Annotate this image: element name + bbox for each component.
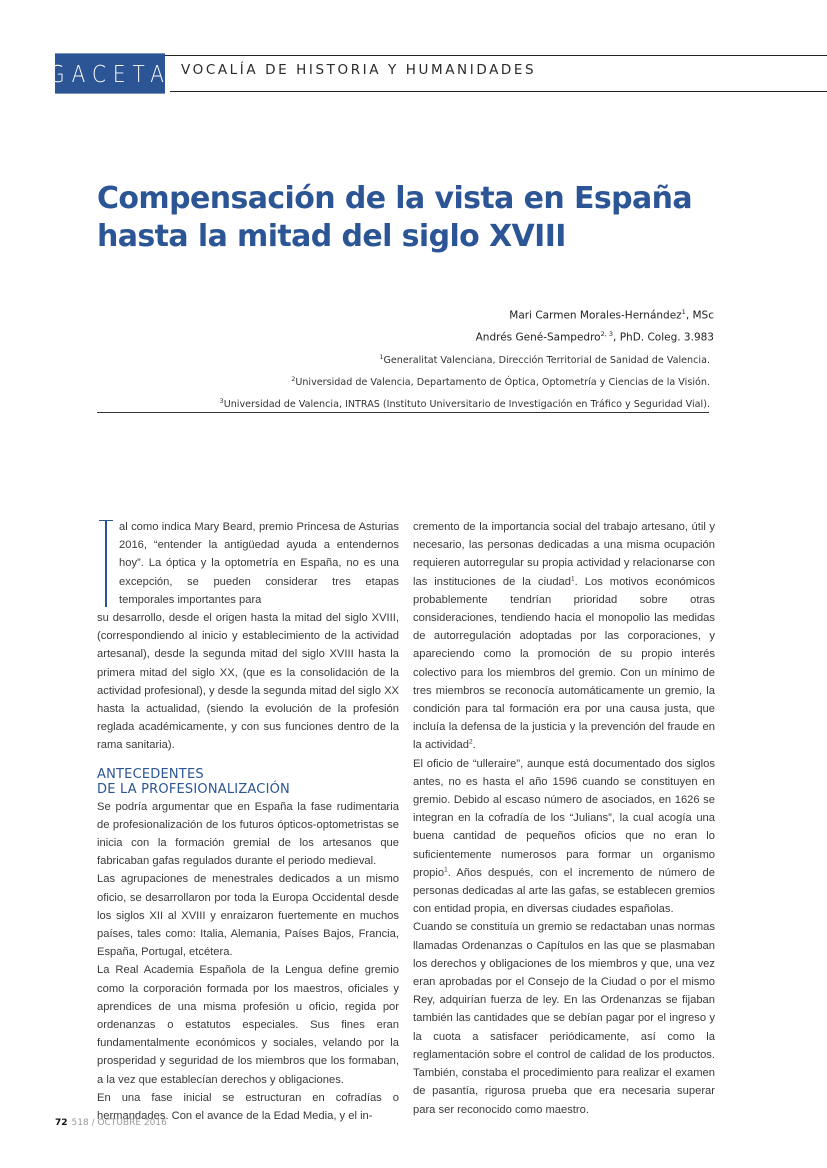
paragraph: Se podría argumentar que en España la fase rudimentaria de profesionalización de los futuros ópticos-optometristas se inicia con la formación gremial de los artesanos que fabricaban gafas regulados durante el periodo medieval. [97,800,399,868]
author-credentials: , MSc [685,309,714,322]
affiliation-text: Universidad de Valencia, Departamento de Óptica, Optometría y Ciencias de la Visión. [295,377,710,389]
affiliation-text: Universidad de Valencia, INTRAS (Instituto Universitario de Investigación en Tráfico y Seguridad Vial). [223,399,710,411]
issue-info: 518 / OCTUBRE 2016 [71,1118,167,1128]
column-right [413,518,715,1119]
gaceta-logo [49,53,171,93]
footnote-ref: 1 [570,574,575,582]
text-run: . Años después, con el incremento de número de personas dedicadas al arte las gafas, se establecen gremios con entidad propia, en diversas ciudades españolas. [413,866,715,916]
heading-line-1: ANTECEDENTES [97,766,204,782]
footnote-ref: 2 [468,738,473,746]
article-title [97,180,697,256]
paragraph [413,755,715,919]
header-divider [97,412,709,413]
text-run: El oficio de “ulleraire”, aunque está documentado dos siglos antes, no es hasta el año 1596 cuando se constituyen en gremio. Debido al escaso número de asociados, en 1626 se integran en la cofradía de los “Julians”, la cual acogía una buena cantidad de pequeños oficios que no eran lo suficientemente numerosos para formar un organismo propio [413,757,715,879]
author-name: Andrés Gené-Sampedro [475,331,601,343]
affiliation-sup: 2 [291,375,296,384]
intro-paragraph [97,518,399,755]
paragraph [413,518,715,755]
intro-continued-text: su desarrollo, desde el origen hasta la mitad del siglo XVIII, (correspondiendo al inicio y establecimiento de la actividad artesanal), desde la segunda mitad del siglo XVIII hasta la primera mitad del siglo XX, (que es la consolidación de la actividad profesional), y desde la segunda mitad del siglo XX hasta la actualidad, (siendo la evolución de la profesión reglada académicamente, y con sus funciones dentro de la rama sanitaria). [97,612,399,752]
page-number: 72 [55,1118,68,1128]
author-sup: 2, 3 [600,329,614,338]
affiliation-text: Generalitat Valenciana, Dirección Territorial de Sanidad de Valencia. [383,355,710,367]
gaceta-brand-text: GACETA [49,59,171,88]
dropcap-t-icon [99,520,113,607]
text-run: . [472,739,476,752]
paragraph: En una fase inicial se estructuran en cofradías o hermandades. Con el avance de la Edad Media, y el in- [97,1091,399,1123]
affiliation-2 [220,370,710,392]
section-label: VOCALÍA DE HISTORIA Y HUMANIDADES [181,62,537,78]
affiliation-list [220,348,710,415]
heading-line-2: DE LA PROFESIONALIZACIÓN [97,782,290,798]
section-heading [97,767,399,798]
page-footer [55,1118,167,1128]
header-bottom-rule [170,91,827,92]
author-1 [476,303,714,325]
text-run: cremento de la importancia social del trabajo artesano, útil y necesario, las personas dedicadas a una misma ocupación requieren autorregular su propia actividad y relacionarse con las instituciones de la ciudad [413,521,715,588]
author-credentials: , PhD. Coleg. 3.983 [613,331,714,343]
author-sup: 1 [681,308,686,316]
title-line-2: hasta la mitad del siglo XVIII [97,219,566,254]
affiliation-sup: 1 [379,353,384,361]
footnote-ref: 1 [444,866,448,874]
header-top-rule [165,55,827,56]
paragraph: La Real Academia Española de la Lengua define gremio como la corporación formada por los maestros, oficiales y aprendices de una misma profesión u oficio, regida por ordenanzas o estatutos especiales. Sus fines eran fundamentalmente económicos y sociales, velando por la prosperidad y seguridad de los miembros que los formaban, a la vez que establecían derechos y obligaciones. [97,964,399,1086]
paragraph: Cuando se constituía un gremio se redactaban unas normas llamadas Ordenanzas o Capítulos en las que se plasmaban los derechos y obligaciones de los miembros y que, una vez eran aprobadas por el Consejo de la Ciudad o por el mismo Rey, adquirían fuerza de ley. En las Ordenanzas se fijaban también las cantidades que se debían pagar por el ingreso y la cuota a satisfacer periódicamente, así como la reglamentación sobre el control de calidad de los productos. También, constaba el procedimiento para realizar el examen de pasantía, rigurosa prueba que era necesaria superar para ser reconocido como maestro. [413,921,715,1116]
intro-indented-text: al como indica Mary Beard, premio Princesa de Asturias 2016, “entender la antigüedad ayuda a entendernos hoy”. La óptica y la optometría en España, no es una excepción, se pueden considerar tres etapas temporales importantes para [119,521,399,606]
column-left [97,518,399,1125]
affiliation-sup: 3 [219,397,224,406]
author-2 [476,325,714,347]
affiliation-1 [220,348,710,370]
author-list [476,303,714,346]
title-line-1: Compensación de la vista en España [97,181,693,216]
paragraph: Las agrupaciones de menestrales dedicados a un mismo oficio, se desarrollaron por toda la Europa Occidental desde los siglos XII al XVIII y enraizaron fuertemente en muchos países, tales como: Italia, Alemania, Países Bajos, Francia, España, Portugal, etcétera. [97,873,399,959]
text-run: . Los motivos económicos probablemente tendrían prioridad sobre otras consideraciones, tendiendo hacia el monopolio las medidas de autorregulación adoptadas por las corporaciones, y apareciendo como la promoción de su propio interés colectivo para los miembros del gremio. Con un mínimo de tres miembros se reconocía automáticamente un gremio, la condición para tal formación era por una causa justa, que incluía la defensa de la justicia y la prevención del fraude en la actividad [413,575,715,752]
author-name: Mari Carmen Morales-Hernández [509,309,682,322]
